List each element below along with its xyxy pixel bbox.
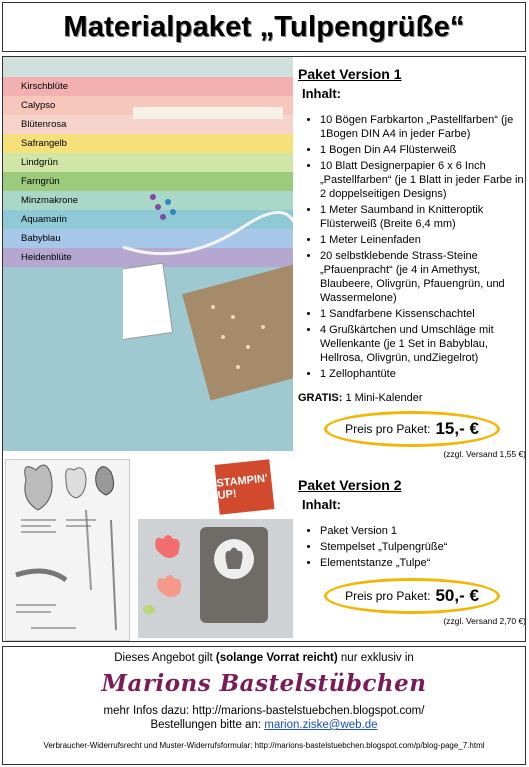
version1-price-label: Preis pro Paket: xyxy=(345,422,431,436)
version2-item-list xyxy=(298,524,526,570)
strip-safrangelb: Safrangelb xyxy=(3,134,293,153)
offer-text-c: nur exklusiv in xyxy=(337,652,414,664)
strip-bluetenrosa: Blütenrosa xyxy=(3,115,293,134)
tulip-punch-image xyxy=(138,519,293,638)
list-item: • 10 Bögen Farbkarton „Pastellfarben“ (je 1Bogen DIN A4 in jeder Farbe) xyxy=(320,113,526,141)
strip-minzmakrone: Minzmakrone xyxy=(3,191,293,210)
version1-inhalt-label: Inhalt: xyxy=(302,86,341,101)
list-item: • 1 Meter Leinenfaden xyxy=(320,233,526,247)
footer xyxy=(2,646,526,765)
strip-calypso: Calypso xyxy=(3,96,293,115)
info-line: mehr Infos dazu: http://marions-bastelstuebchen.blogspot.com/ xyxy=(103,705,425,717)
strip-aquamarin: Aquamarin xyxy=(3,210,293,229)
offer-text-b: (solange Vorrat reicht) xyxy=(215,652,338,664)
offer-line xyxy=(3,652,525,664)
email-link[interactable]: marion.ziske@web.de xyxy=(264,719,378,731)
list-item: • Elementstanze „Tulpe“ xyxy=(320,556,526,570)
list-item: • Paket Version 1 xyxy=(320,524,526,538)
list-item: • Stempelset „Tulpengrüße“ xyxy=(320,540,526,554)
order-label: Bestellungen bitte an: xyxy=(150,719,262,731)
version2-heading: Paket Version 2 xyxy=(298,477,402,493)
stamp-set-image xyxy=(5,459,130,641)
product-photo xyxy=(3,57,293,451)
version2-price: 50,- € xyxy=(435,586,479,605)
list-item: • 1 Bogen Din A4 Flüsterweiß xyxy=(320,143,526,157)
strip-heidebluete: Heidenblüte xyxy=(3,248,293,267)
photo-details xyxy=(123,97,293,451)
brand-name: Marions Bastelstübchen xyxy=(101,670,427,697)
list-item: • 10 Blatt Designerpapier 6 x 6 Inch „Pastellfarben“ (je 1 Blatt in jeder Farbe in 2 doppelseitigen Designs) xyxy=(320,159,526,201)
version1-shipping: (zzgl. Versand 1,55 €) xyxy=(443,449,526,459)
page-title: Materialpaket „Tulpengrüße“ xyxy=(63,11,465,43)
version2-price-oval xyxy=(324,578,500,614)
title-box xyxy=(2,2,526,52)
strip-babyblau: Babyblau xyxy=(3,229,293,248)
version1-price-oval xyxy=(324,411,500,447)
list-item: • 1 Sandfarbene Kissenschachtel xyxy=(320,307,526,321)
version1-heading: Paket Version 1 xyxy=(298,66,402,82)
gratis-line xyxy=(298,391,526,405)
version2-price-label: Preis pro Paket: xyxy=(345,589,431,603)
strip-kirschbluete: Kirschblüte xyxy=(3,77,293,96)
version1-item-list xyxy=(298,113,526,381)
legal-line: Verbraucher-Widerrufsrecht und Muster-Widerrufsformular: http://marions-bastelstuebchen.blogspot.com/p/blog-page_7.html xyxy=(43,741,485,750)
list-item: • 20 selbstklebende Strass-Steine „Pfauenpracht“ (je 4 in Amethyst, Blaubeere, Olivgrün, Pfauengrün, und Wassermelone) xyxy=(320,249,526,305)
offer-text-a: Dieses Angebot gilt xyxy=(114,652,216,664)
version2-inhalt-label: Inhalt: xyxy=(302,497,341,512)
order-line xyxy=(3,719,525,731)
strip-farngruen: Farngrün xyxy=(3,172,293,191)
version1-section xyxy=(298,66,526,628)
version1-price: 15,- € xyxy=(435,419,479,438)
stampin-up-logo: STAMPIN' UP! xyxy=(215,459,275,514)
list-item: • 4 Grußkärtchen und Umschläge mit Wellenkante (je 1 Set in Babyblau, Hellrosa, Olivgrün, undZiegelrot) xyxy=(320,323,526,365)
list-item: • 1 Meter Saumband in Knitteroptik Flüsterweiß (Breite 6,4 mm) xyxy=(320,203,526,231)
list-item: • 1 Zellophantüte xyxy=(320,367,526,381)
strip-lindgruen: Lindgrün xyxy=(3,153,293,172)
version2-shipping: (zzgl. Versand 2,70 €) xyxy=(443,616,526,626)
punch-illustration xyxy=(138,519,293,638)
gratis-label: GRATIS: xyxy=(298,392,343,404)
gratis-text: 1 Mini-Kalender xyxy=(342,392,423,404)
tulip-stamps-illustration xyxy=(6,460,129,640)
